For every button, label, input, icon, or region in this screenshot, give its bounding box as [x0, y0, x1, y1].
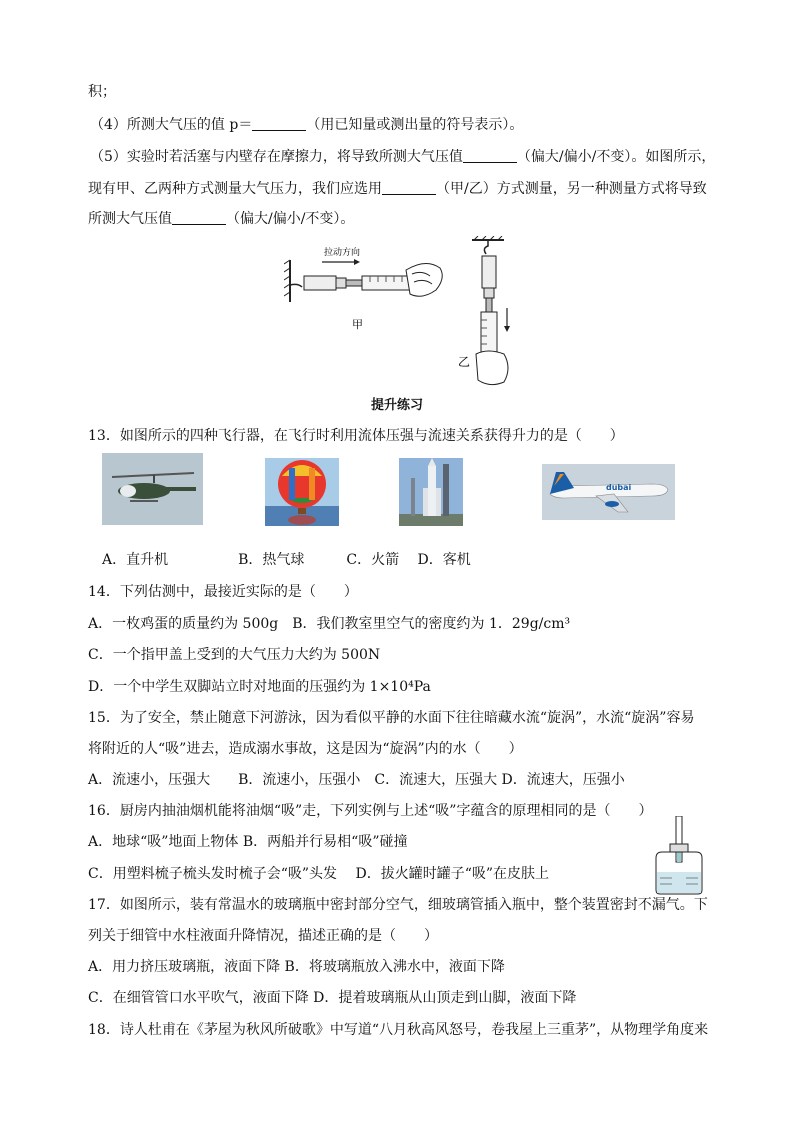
- question-14-option-ab: A．一枚鸡蛋的质量约为 500g B．我们教室里空气的密度约为 1．29g/cm³: [88, 616, 571, 632]
- question-18: 18．诗人杜甫在《茅屋为秋风所破歌》中写道“八月秋高风怒号，卷我屋上三重茅”，从物理学角度来: [88, 1022, 709, 1038]
- yi-label: 乙: [458, 355, 471, 369]
- rocket-image: [399, 458, 463, 526]
- question-15: 15．为了安全，禁止随意下河游泳，因为看似平静的水面下往往暗藏水流“旋涡”，水流“旋涡”容易: [88, 710, 695, 726]
- question-16: 16．厨房内抽油烟机能将油烟“吸”走，下列实例与上述“吸”字蕴含的原理相同的是（ ）: [88, 803, 653, 819]
- glass-bottle-figure: [650, 816, 708, 896]
- syringe-figure-jia: [284, 240, 444, 335]
- jia-label: 甲: [352, 318, 363, 331]
- q5-text-end: （偏大/偏小/不变）。如图所示，: [516, 149, 716, 165]
- answer-blank[interactable]: [252, 116, 306, 131]
- q5-text-end: （偏大/偏小/不变）。: [226, 211, 355, 227]
- direction-label: 拉动方向: [324, 248, 361, 258]
- syringe-figure-yi: [452, 236, 522, 386]
- question-14: 14．下列估测中，最接近实际的是（ ）: [88, 584, 358, 600]
- q4-text-end: （用已知量或测出量的符号表示）。: [306, 117, 524, 133]
- question-5: [90, 147, 715, 167]
- answer-blank[interactable]: [382, 180, 436, 195]
- question-14-option-d: D．一个中学生双脚站立时对地面的压强约为 1×10⁴Pa: [88, 679, 431, 695]
- text-line: 积；: [88, 84, 116, 100]
- q5-text: （5）实验时若活塞与内壁存在摩擦力，将导致所测大气压值: [90, 149, 463, 165]
- question-13: 13．如图所示的四种飞行器，在飞行时利用流体压强与流速关系获得升力的是（ ）: [88, 428, 624, 444]
- question-16-option-ab: A．地球“吸”地面上物体 B．两船并行易相“吸”碰撞: [88, 834, 408, 850]
- question-4: [90, 115, 523, 135]
- question-5-line2: [88, 179, 707, 199]
- answer-blank[interactable]: [172, 210, 226, 225]
- section-title: 提升练习: [370, 398, 423, 413]
- question-17-line2: 列关于细管中水柱液面升降情况，描述正确的是（ ）: [88, 928, 438, 944]
- question-14-option-c: C．一个指甲盖上受到的大气压力大约为 500N: [88, 647, 381, 663]
- question-15-options: A．流速小，压强大 B．流速小，压强小 C．流速大，压强大 D．流速大，压强小: [88, 772, 625, 788]
- question-15-line2: 将附近的人“吸”进去，造成溺水事故，这是因为“旋涡”内的水（ ）: [88, 741, 523, 757]
- helicopter-image: [102, 453, 203, 525]
- question-17-option-ab: A．用力挤压玻璃瓶，液面下降 B．将玻璃瓶放入沸水中，液面下降: [88, 959, 505, 975]
- q5-text: 现有甲、乙两种方式测量大气压力，我们应选用: [88, 181, 382, 197]
- q5-text-end: （甲/乙）方式测量，另一种测量方式将导致: [436, 181, 707, 197]
- airliner-image: [542, 464, 675, 520]
- question-13-options: A．直升机 B．热气球 C．火箭 D．客机: [102, 552, 471, 568]
- answer-blank[interactable]: [463, 148, 517, 163]
- question-5-line3: [88, 209, 354, 229]
- hot-air-balloon-image: [265, 458, 339, 526]
- question-17: 17．如图所示，装有常温水的玻璃瓶中密封部分空气，细玻璃管插入瓶中，整个装置密封不漏气。下: [88, 897, 708, 913]
- q4-text: （4）所测大气压的值 p＝: [90, 117, 253, 133]
- airline-logo-text: dubai: [606, 483, 632, 492]
- question-16-option-cd: C．用塑料梳子梳头发时梳子会“吸”头发 D．拔火罐时罐子“吸”在皮肤上: [88, 866, 550, 882]
- question-17-option-cd: C．在细管管口水平吹气，液面下降 D．提着玻璃瓶从山顶走到山脚，液面下降: [88, 990, 577, 1006]
- q5-text: 所测大气压值: [88, 211, 172, 227]
